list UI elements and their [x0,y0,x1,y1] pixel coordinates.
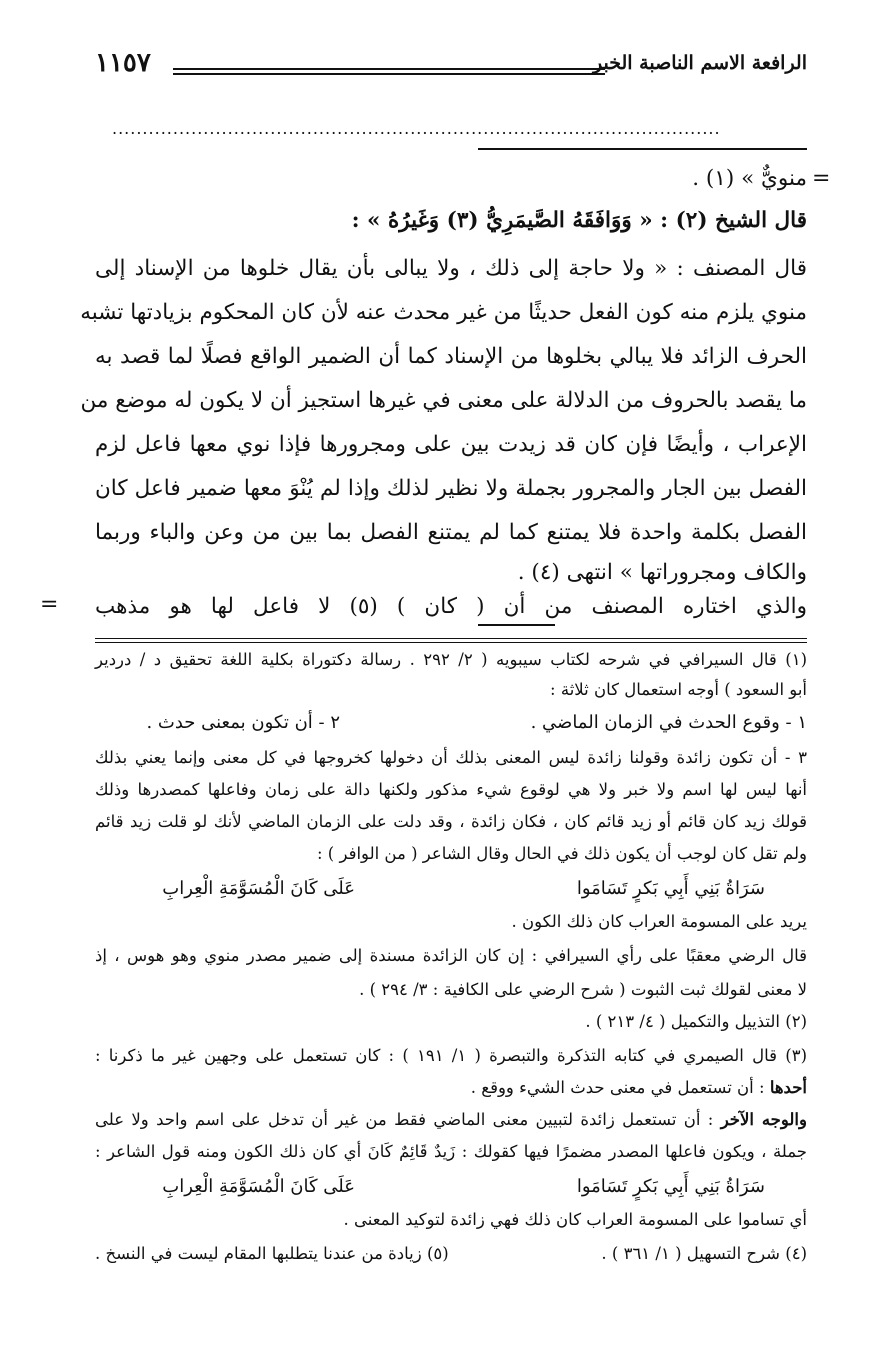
underline-rule [478,624,555,626]
footnote-1-line-7: ولم تقل كان لوجب أن يكون ذلك في الحال وقال الشاعر ( من الوافر ) : [316,844,807,863]
footnote-1-line-9: قال الرضي معقبًا على رأي السيرافي : إن كان الزائدة مسندة إلى ضمير مصدر منوي وهو هوس ، إذ [95,946,807,965]
footnote-3-line-1: (٣) قال الصيمري في كتابه التذكرة والتبصرة ( ١/ ١٩١ ) : كان تستعمل على وجهين غير ما ذكرنا : [95,1046,807,1065]
footnote-5: (٥) زيادة من عندنا يتطلبها المقام ليست في النسخ . [95,1244,449,1263]
footnote-1-line-1: (١) قال السيرافي في شرحه لكتاب سيبويه ( ٢/ ٢٩٢ . رسالة دكتوراة بكلية اللغة تحقيق د / دردير [95,650,807,669]
verse-1-first-hemistich: سَرَاةُ بَنِي أَبِي بَكرٍ تَسَامَوا [576,878,765,899]
footnote-2: (٢) التذييل والتكميل ( ٤/ ٢١٣ ) . [585,1012,807,1031]
header-rule-lower [173,73,605,75]
body-line-7: الإعراب ، وأيضًا فإن كان قد زيدت بين على ومجرورها فإذا نوي معها فاعل لزم [95,432,807,457]
footnote-3-line-5: أي تساموا على المسومة العراب كان ذلك فهي زائدة لتوكيد المعنى . [343,1210,807,1229]
body-line-1: منويٌّ » (١) . [692,166,807,191]
footnote-3-line-4: جملة ، ويكون فاعلها المصدر مضمرًا فيها كقولك : زَيدٌ قَائِمٌ كَانَ أي كان ذلك الكون ومنه قول الشاعر : [95,1142,807,1161]
footnote-1-item-2: ٢ - أن تكون بمعنى حدث . [146,712,340,733]
footnote-rule-lower [95,642,807,643]
page-number: ١١٥٧ [95,48,151,78]
verse-1-second-hemistich: عَلَى كَانَ الْمُسَوَّمَةِ الْعِرابِ [162,878,355,899]
body-line-8: الفصل بين الجار والمجرور بجملة ولا نظير لذلك وإذا لم يُنْوَ معها ضمير فاعل كان [95,476,807,501]
footnote-1-line-4: ٣ - أن تكون زائدة وقولنا زائدة ليس المعنى بذلك أن دخولها كخروجها في كل معنى وإنما يعني بذلك [95,748,807,767]
footnote-3-bold-1: أحدها [769,1078,807,1097]
body-line-5: الحرف الزائد فلا يبالي بخلوها من الإسناد كما أن الضمير الواقع فصلًا لما قصد به [95,344,807,369]
continuation-marker-bottom: = [40,592,59,617]
footnote-3-line-2-text: : أن تستعمل في معنى حدث الشيء ووقع . [470,1078,765,1097]
continuation-marker-top: = [812,166,831,191]
page-header [95,48,807,88]
running-title: الرافعة الاسم الناصبة الخبر [593,52,807,74]
verse-2-first-hemistich: سَرَاةُ بَنِي أَبِي بَكرٍ تَسَامَوا [576,1176,765,1197]
body-line-3: قال المصنف : « ولا حاجة إلى ذلك ، ولا يبالى بأن يقال خلوها من الإسناد إلى [95,256,807,281]
body-line-11: والذي اختاره المصنف من أن ( كان ) (٥) لا فاعل لها هو مذهب [95,594,808,619]
footnote-3-line-3 [95,1110,807,1129]
footnote-4: (٤) شرح التسهيل ( ١/ ٣٦١ ) . [601,1244,807,1263]
footnote-3-line-3-text: : أن تستعمل زائدة لتبيين معنى الماضي فقط من غير أن تدخل على اسم واحد ولا على [95,1110,714,1129]
footnote-1-line-5: أنها ليس لها اسم ولا خبر ولا هي لوقوع شيء مذكور ولكنها دالة على زمان وفاعلها كمصدرها وذلك [95,780,807,799]
body-line-9: الفصل بكلمة واحدة فلا يمتنع كما لم يمتنع الفصل بما بين من وعن والباء وربما [95,520,807,545]
footnote-1-line-2: أبو السعود ) أوجه استعمال كان ثلاثة : [550,680,807,699]
body-line-4: منوي يلزم منه كون الفعل حديثًا من غير محدث عنه لأن كان المحكوم بزيادتها تشبه [80,300,807,325]
section-rule [478,148,807,150]
header-rule [173,68,605,70]
footnote-3-line-2 [95,1078,807,1097]
footnote-1-line-10: لا معنى لقولك ثبت الثبوت ( شرح الرضي على الكافية : ٣/ ٢٩٤ ) . [359,980,807,999]
verse-2-second-hemistich: عَلَى كَانَ الْمُسَوَّمَةِ الْعِرابِ [162,1176,355,1197]
body-line-10: والكاف ومجروراتها » انتهى (٤) . [517,560,807,585]
footnote-1-item-1: ١ - وقوع الحدث في الزمان الماضي . [530,712,807,733]
footnote-rule [95,638,807,639]
footnote-1-line-8: يريد على المسومة العراب كان ذلك الكون . [511,912,807,931]
body-line-2: قال الشيخ (٢) : « وَوَافَقَهُ الصَّيمَرِيُّ (٣) وَغَيرُهُ » : [351,208,807,233]
dotted-separator: .................................................................................................... [112,122,721,138]
footnote-1-line-6: قولك زيد كان قائم أو زيد قائم كان ، فكان زائدة ، وقد دلت على الزمان الماضي لأنك لو قلت زيد قائم [95,812,807,831]
footnote-3-bold-2: والوجه الآخر [720,1110,807,1129]
body-line-6: ما يقصد بالحروف من الدلالة على معنى في غيرها استجيز أن لا يكون له موضع من [80,388,807,413]
